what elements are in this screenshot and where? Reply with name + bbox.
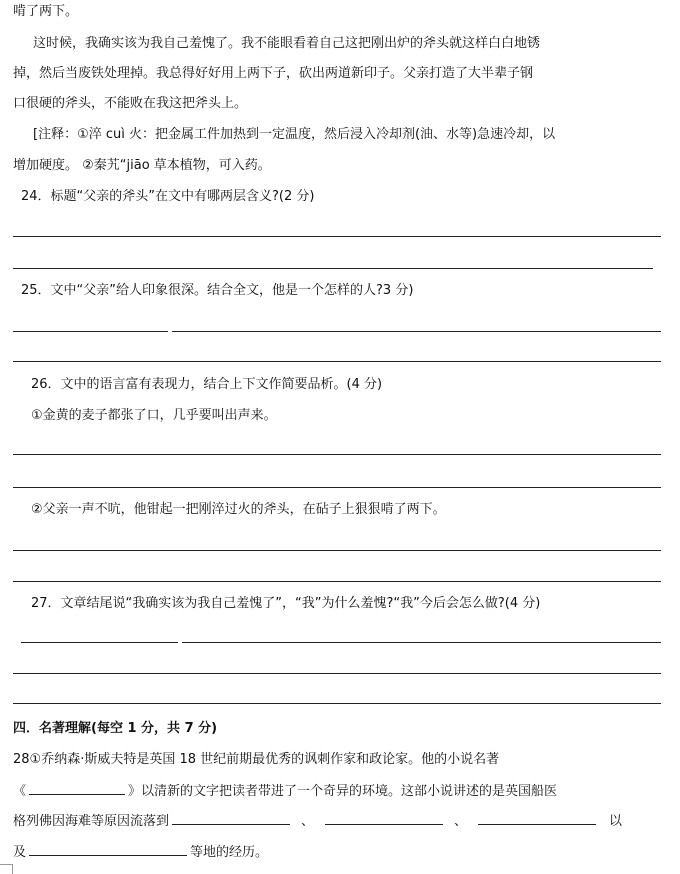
answer-line-26a2[interactable]	[13, 487, 661, 488]
question-28-line-3	[13, 811, 622, 831]
answer-line-25a-long[interactable]	[172, 331, 661, 332]
blank-book-title[interactable]	[29, 781, 125, 795]
question-27: 27．文章结尾说“我确实该为我自己羞愧了”，“我”为什么羞愧?“我”今后会怎么做?(4 分)	[31, 596, 541, 611]
question-28-yi: 以	[609, 814, 623, 829]
question-28-line-2-text: 》以清新的文字把读者带进了一个奇异的环境。这部小说讲述的是英国船医	[128, 784, 558, 799]
answer-line-25a-short[interactable]	[13, 331, 168, 332]
passage-line-1: 啃了两下。	[13, 4, 79, 19]
annotation-line-1: [注释：①淬 cuì 火：把金属工件加热到一定温度，然后浸入冷却剂(油、水等)急速冷却，以	[33, 127, 556, 142]
section-4-heading: 四．名著理解(每空 1 分，共 7 分)	[13, 721, 218, 736]
answer-line-25b[interactable]	[13, 361, 661, 362]
answer-line-27c[interactable]	[13, 703, 661, 704]
question-28-ji: 及	[13, 845, 27, 860]
question-28-line-1: 28①乔纳森·斯威夫特是英国 18 世纪前期最优秀的讽刺作家和政论家。他的小说名著	[13, 752, 500, 767]
question-24: 24．标题“父亲的斧头”在文中有哪两层含义?(2 分)	[21, 189, 315, 204]
answer-line-27b[interactable]	[13, 673, 661, 674]
question-25: 25．文中“父亲”给人印象很深。结合全文，他是一个怎样的人?3 分)	[21, 283, 414, 298]
blank-place-4[interactable]	[29, 842, 187, 856]
question-26: 26．文中的语言富有表现力，结合上下文作简要品析。(4 分)	[31, 377, 383, 392]
answer-line-24b[interactable]	[13, 268, 653, 269]
answer-line-27a-long[interactable]	[182, 642, 661, 643]
question-28-line-2	[13, 781, 557, 801]
book-title-open-mark: 《	[13, 784, 27, 799]
answer-line-26a1[interactable]	[13, 454, 661, 455]
question-26-item-2: ②父亲一声不吭，他钳起一把刚淬过火的斧头，在砧子上狠狠啃了两下。	[31, 502, 446, 517]
answer-line-26b1[interactable]	[13, 550, 661, 551]
answer-line-26b2[interactable]	[13, 581, 661, 582]
answer-line-27a-short[interactable]	[21, 642, 178, 643]
separator-1: 、	[301, 814, 315, 829]
question-28-line-3-text: 格列佛因海难等原因流落到	[13, 814, 170, 829]
passage-line-4: 口很硬的斧头，不能败在我这把斧头上。	[13, 96, 248, 111]
question-28-line-4	[13, 842, 268, 862]
passage-line-3: 掉，然后当废铁处理掉。我总得好好用上两下子，砍出两道新印子。父亲打造了大半辈子钢	[13, 66, 534, 81]
question-26-item-1: ①金黄的麦子都张了口，几乎要叫出声来。	[31, 408, 277, 423]
passage-line-2: 这时候，我确实该为我自己羞愧了。我不能眼看着自己这把刚出炉的斧头就这样白白地锈	[33, 36, 541, 51]
blank-place-2[interactable]	[325, 811, 443, 825]
question-28-line-4-text: 等地的经历。	[190, 845, 269, 860]
blank-place-1[interactable]	[172, 811, 290, 825]
answer-line-24a[interactable]	[13, 236, 661, 237]
blank-place-3[interactable]	[478, 811, 596, 825]
annotation-line-2: 增加硬度。 ②秦艽“jiāo 草本植物，可入药。	[13, 158, 271, 173]
separator-2: 、	[454, 814, 468, 829]
